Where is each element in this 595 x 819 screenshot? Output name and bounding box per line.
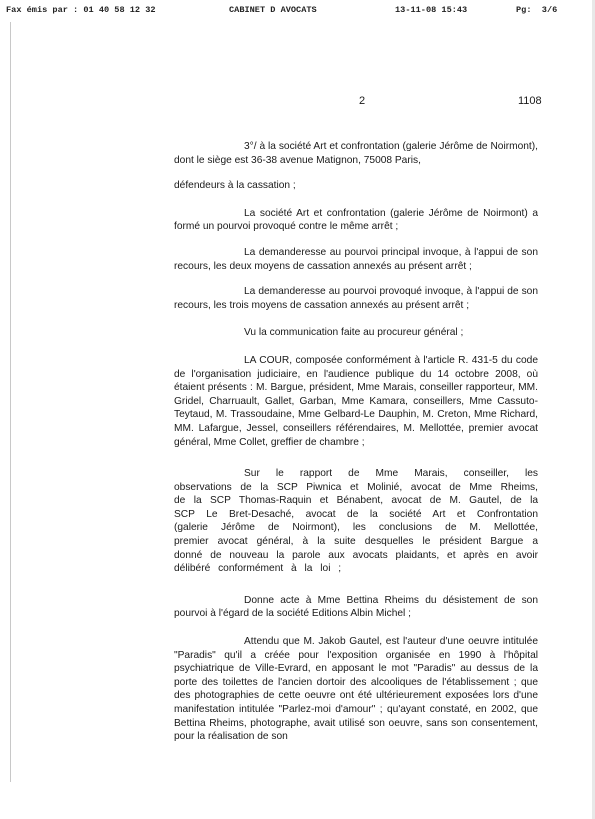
- fax-header: [6, 5, 585, 19]
- paragraph-court-composition: LA COUR, composée conformément à l'article R. 431-5 du code de l'organisation judiciaire, en l'audience publique du 14 octobre 2008, où étaient présents : M. Bargue, président, Mme Marais, conseiller rapporteur, MM. Gridel, Charruault, Gallet, Garban, Mme Kamara, conseillers, Mme Cassuto-Teytaud, M. Trassoudaine, Mme Gelbard-Le Dauphin, M. Creton, Mme Richard, MM. Lafargue, Jessel, conseillers référendaires, M. Mellottée, premier avocat général, Mme Collet, greffier de chambre ;: [174, 354, 538, 448]
- fax-company: CABINET D AVOCATS: [229, 5, 317, 15]
- left-margin-line: [10, 22, 11, 782]
- fax-page: Pg: 3/6: [516, 5, 558, 15]
- paragraph-report: Sur le rapport de Mme Marais, conseiller, les observations de la SCP Piwnica et Molinié, avocat de Mme Rheims, de la SCP Thomas-Raquin et Bénabent, avocat de M. Gautel, de la SCP Le Bret-Desaché, avocat de la société Art et Confrontation (galerie Jérôme de Noirmont), les conclusions de M. Mellottée, premier avocat général, à la suite desquelles le président Bargue a donné de nouveau la parole aux avocats plaidants, et après en avoir délibéré conformément à la loi ;: [174, 468, 538, 575]
- paragraph-defendant-3: 3°/ à la société Art et confrontation (galerie Jérôme de Noirmont), dont le siège est 36-38 avenue Matignon, 75008 Paris,: [174, 141, 538, 166]
- fax-datetime: 13-11-08 15:43: [395, 5, 468, 15]
- paragraph-defendants: défendeurs à la cassation ;: [174, 180, 296, 192]
- fax-sender: Fax émis par : 01 40 58 12 32: [6, 5, 156, 15]
- paragraph-provoked-appeal: La demanderesse au pourvoi provoqué invoque, à l'appui de son recours, les trois moyens de cassation annexés au présent arrêt ;: [174, 286, 538, 311]
- paragraph-cross-appeal: La société Art et confrontation (galerie Jérôme de Noirmont) a formé un pourvoi provoqué contre le même arrêt ;: [174, 207, 538, 233]
- paragraph-principal-appeal: La demanderesse au pourvoi principal invoque, à l'appui de son recours, les deux moyens de cassation annexés au présent arrêt ;: [174, 246, 538, 272]
- page-number: 2: [359, 95, 366, 107]
- paragraph-facts: Attendu que M. Jakob Gautel, est l'auteur d'une oeuvre intitulée "Paradis" qu'il a créée pour l'exposition organisée en 1990 à l'hôpital psychiatrique de Ville-Evrard, en apposant le mot "Paradis" au dessus de la porte des toilettes de l'ancien dortoir des alcooliques de l'établissement ; que des photographies de cette oeuvre ont été ultérieurement exposées lors d'une manifestation intitulée "Parlez-moi d'amour" ; qu'ayant constaté, en 2002, que Bettina Rheims, photographe, avait utilisé son oeuvre, sans son consentement, pour la réalisation de son: [174, 636, 538, 743]
- paragraph-communication: Vu la communication faite au procureur général ;: [244, 327, 464, 339]
- paragraph-acknowledgment: Donne acte à Mme Bettina Rheims du désistement de son pourvoi à l'égard de la société Editions Albin Michel ;: [174, 594, 538, 620]
- document-number: 1108: [518, 95, 542, 107]
- document-body: [174, 140, 538, 744]
